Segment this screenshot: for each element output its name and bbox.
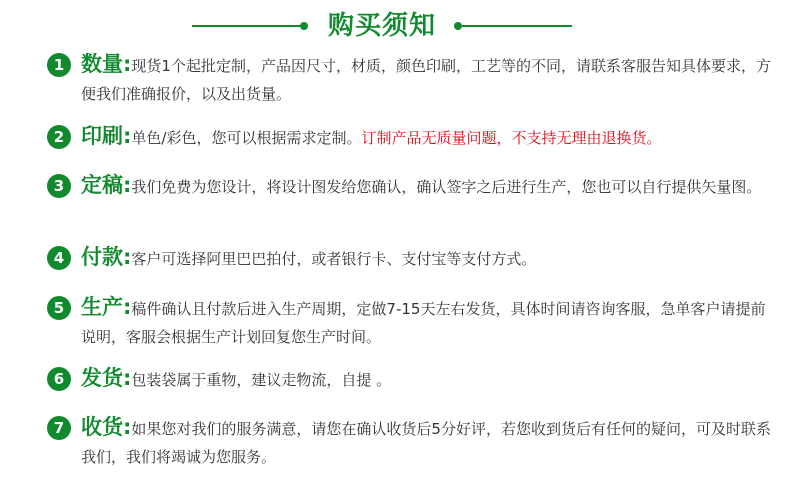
- item-text: 客户可选择阿里巴巴拍付，或者银行卡、支付宝等支付方式。: [131, 250, 537, 268]
- page-title: 购买须知: [327, 11, 436, 41]
- item-label: 印刷:: [81, 124, 132, 148]
- item-text: 如果您对我们的服务满意，请您在确认收货后5分好评，若您收到货后有任何的疑问，可及时联系我们，我们将竭诚为您服务。: [81, 420, 771, 466]
- notice-item-payment: [47, 243, 777, 273]
- item-warning-text: 订制产品无质量问题，不支持无理由退换货。: [361, 129, 662, 147]
- item-label: 数量:: [81, 52, 132, 76]
- item-label: 生产:: [81, 295, 132, 319]
- item-text: 包装袋属于重物，建议走物流，自提 。: [131, 371, 392, 389]
- number-badge-icon: 4: [47, 246, 71, 270]
- item-text: 稿件确认且付款后进入生产周期，定做7-15天左右发货，具体时间请咨询客服，急单客户请提前说明，客服会根据生产计划回复您生产时间。: [81, 300, 766, 346]
- number-badge-icon: 1: [47, 53, 71, 77]
- item-label: 收货:: [81, 415, 132, 439]
- number-badge-icon: 6: [47, 367, 71, 391]
- number-badge-icon: 2: [47, 125, 71, 149]
- notice-item-shipping: [47, 364, 777, 394]
- item-label: 发货:: [81, 366, 132, 390]
- header-divider-right: [462, 25, 572, 27]
- header: [0, 6, 790, 46]
- notice-item-receiving: [47, 413, 777, 471]
- item-label: 定稿:: [81, 173, 132, 197]
- item-label: 付款:: [81, 245, 132, 269]
- item-text: 我们免费为您设计，将设计图发给您确认，确认签字之后进行生产，您也可以自行提供矢量图。: [131, 178, 762, 196]
- notice-item-production: [47, 293, 777, 351]
- notice-item-quantity: [47, 50, 777, 108]
- item-text: 现货1个起批定制，产品因尺寸，材质，颜色印刷，工艺等的不同，请联系客服告知具体要求，方便我们准确报价，以及出货量。: [81, 57, 771, 103]
- number-badge-icon: 7: [47, 416, 71, 440]
- header-divider-left: [192, 25, 302, 27]
- item-text: 单色/彩色，您可以根据需求定制。: [131, 129, 362, 147]
- header-dot-left: [300, 22, 308, 30]
- notice-item-design: [47, 171, 777, 201]
- header-dot-right: [454, 22, 462, 30]
- number-badge-icon: 5: [47, 296, 71, 320]
- notice-item-printing: [47, 122, 777, 152]
- number-badge-icon: 3: [47, 174, 71, 198]
